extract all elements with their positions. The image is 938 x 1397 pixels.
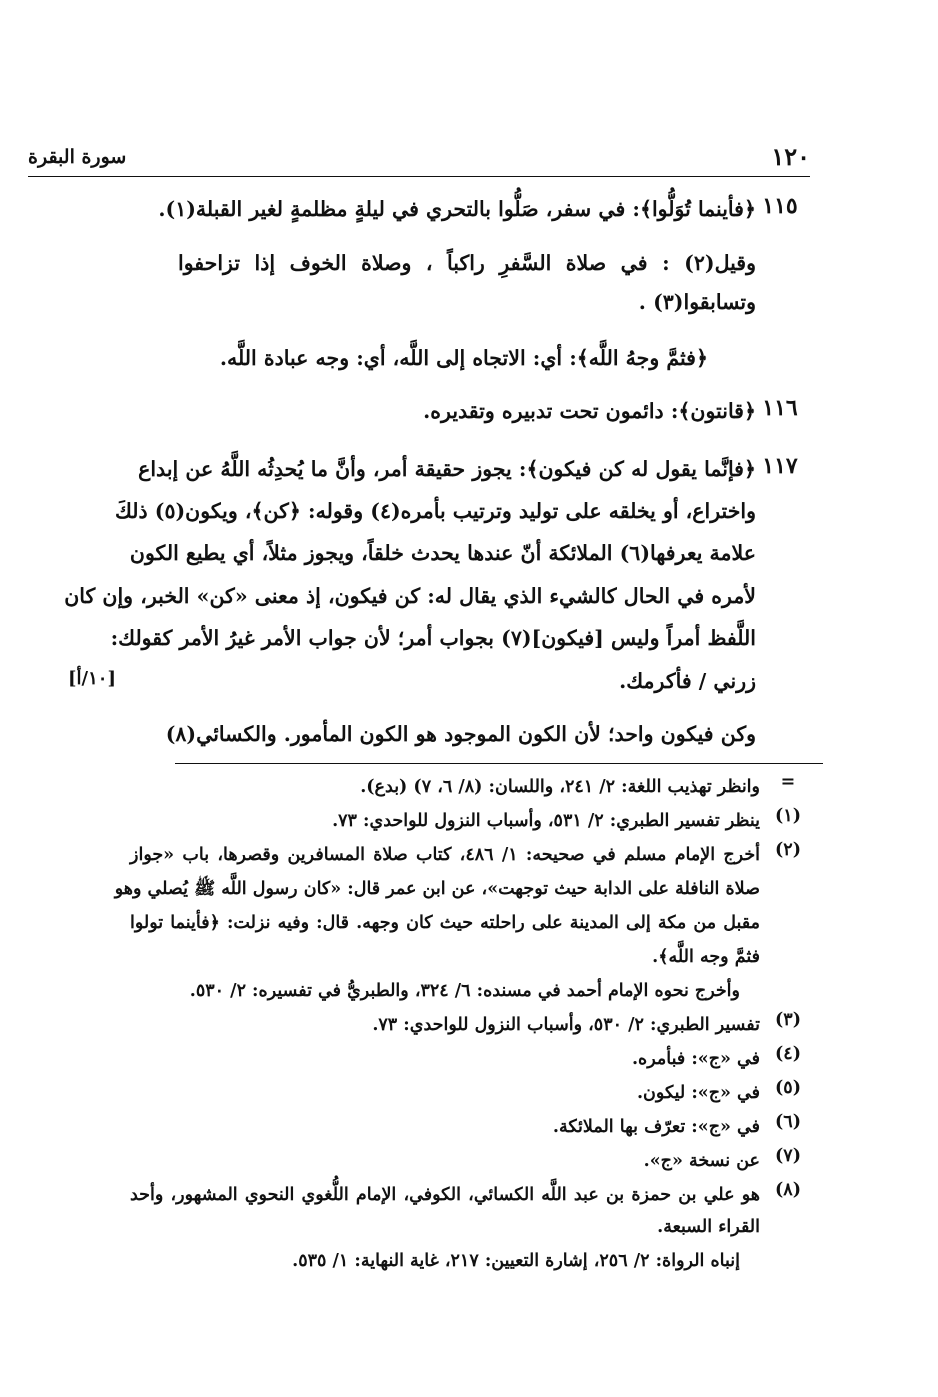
- verse-number-115: ١١٥: [762, 193, 798, 219]
- footnote-line: في «ج»: فبأمره.: [631, 1049, 760, 1069]
- footnote-line: القراء السبعة.: [657, 1217, 760, 1237]
- text-line: علامة يعرفها(٦) الملائكة أنّ عندها يحدث خلقاً، ويجوز مثلاً، أي يطيع الكون: [129, 541, 756, 565]
- footnote-number: (٣): [775, 1010, 801, 1030]
- footnote-line: مقبل من مكة إلى المدينة على راحلته حيث كان وجهه. قال: وفيه نزلت: ﴿فأينما تولوا: [130, 913, 760, 933]
- text-line: ﴿فإنَّما يقول له كن فيكون﴾: يجوز حقيقة أمر، وأنَّ ما يُحدِثُه اللَّهُ عن إبداع: [138, 457, 756, 481]
- footnote-continuation-mark: =: [780, 772, 796, 792]
- footnote-line: صلاة النافلة على الدابة حيث توجهت»، عن ابن عمر قال: «كان رسول اللَّه ﷺ يُصلي وهو: [114, 879, 760, 899]
- text-line: زرني / فأكرمك.: [619, 669, 756, 693]
- footnote-number: (٨): [775, 1180, 801, 1200]
- text-line: لأمره في الحال كالشيء الذي يقال له: كن فيكون، إذ معنى «كن» الخبر، وإن كان: [64, 584, 756, 608]
- footnote-number: (٦): [775, 1112, 801, 1132]
- text-line: وكن فيكون واحد؛ لأن الكون الموجود هو الكون المأمور. والكسائي(٨): [165, 722, 756, 746]
- footnote-number: (٧): [775, 1146, 801, 1166]
- footnote-line: إنباه الرواة: ٢/ ٢٥٦، إشارة التعيين: ٢١٧، غاية النهاية: ١/ ٥٣٥.: [292, 1251, 740, 1271]
- text-line: ﴿قانتون﴾: دائمون تحت تدبيره وتقديره.: [423, 399, 756, 423]
- text-line: ﴿فثمَّ وجهُ اللَّه﴾: أي: الاتجاه إلى اللَّه، أي: وجه عبادة اللَّه.: [219, 346, 708, 370]
- footnote-line: وأخرج نحوه الإمام أحمد في مسنده: ٦/ ٣٢٤، والطبريُّ في تفسيره: ٢/ ٥٣٠.: [189, 981, 740, 1001]
- text-line: ﴿فأينما تُوَلُّوا﴾: في سفر، صَلُّوا بالتحري في ليلةٍ مظلمةٍ لغير القبلة(١).: [158, 197, 756, 221]
- page-header: [28, 142, 810, 177]
- footnote-line: فثمَّ وجه اللَّه﴾.: [652, 947, 760, 967]
- footnote-line: في «ج»: تعرّف بها الملائكة.: [552, 1117, 760, 1137]
- page-number: ١٢٠: [771, 142, 810, 171]
- verse-number-117: ١١٧: [762, 453, 798, 479]
- footnote-number: (٥): [775, 1078, 801, 1098]
- footnote-line: ينظر تفسير الطبري: ٢/ ٥٣١، وأسباب النزول للواحدي: ٧٣.: [332, 811, 760, 831]
- text-line: اللَّفظ أمراً وليس [فيكون](٧) بجواب أمر؛ لأن جواب الأمر غيرُ الأمر كقولك:: [110, 626, 756, 650]
- text-line: وقيل(٢) : في صلاة السَّفرِ راكباً ، وصلاة الخوف إذا تزاحفوا: [178, 251, 756, 275]
- footnote-line: تفسير الطبري: ٢/ ٥٣٠، وأسباب النزول للواحدي: ٧٣.: [372, 1015, 760, 1035]
- footnote-number: (٤): [775, 1044, 801, 1064]
- verse-number-116: ١١٦: [762, 395, 798, 421]
- surah-title: سورة البقرة: [28, 146, 127, 168]
- text-line: وتسابقوا(٣) .: [638, 290, 756, 314]
- text-line: واختراع، أو يخلقه على توليد وترتيب بأمره(٤) وقوله: ﴿كن﴾، ويكون(٥) ذلكَ: [114, 499, 756, 523]
- footnote-number: (١): [775, 806, 801, 826]
- footnote-line: وانظر تهذيب اللغة: ٢/ ٢٤١، واللسان: (٨/ ٦، ٧) (بدع).: [360, 777, 760, 797]
- footnote-number: (٢): [775, 840, 801, 860]
- manuscript-folio-ref: [١٠/أ]: [68, 668, 116, 689]
- footnote-line: أخرج الإمام مسلم في صحيحه: ١/ ٤٨٦، كتاب صلاة المسافرين وقصرها، باب «جواز: [130, 845, 760, 865]
- footnote-line: هو علي بن حمزة بن عبد اللَّه الكسائي، الكوفي، الإمام اللُّغوي النحوي المشهور، وأحد: [130, 1185, 760, 1205]
- footnote-line: عن نسخة «ج».: [643, 1151, 760, 1171]
- footnote-line: في «ج»: ليكون.: [636, 1083, 760, 1103]
- footnote-divider: [175, 763, 823, 764]
